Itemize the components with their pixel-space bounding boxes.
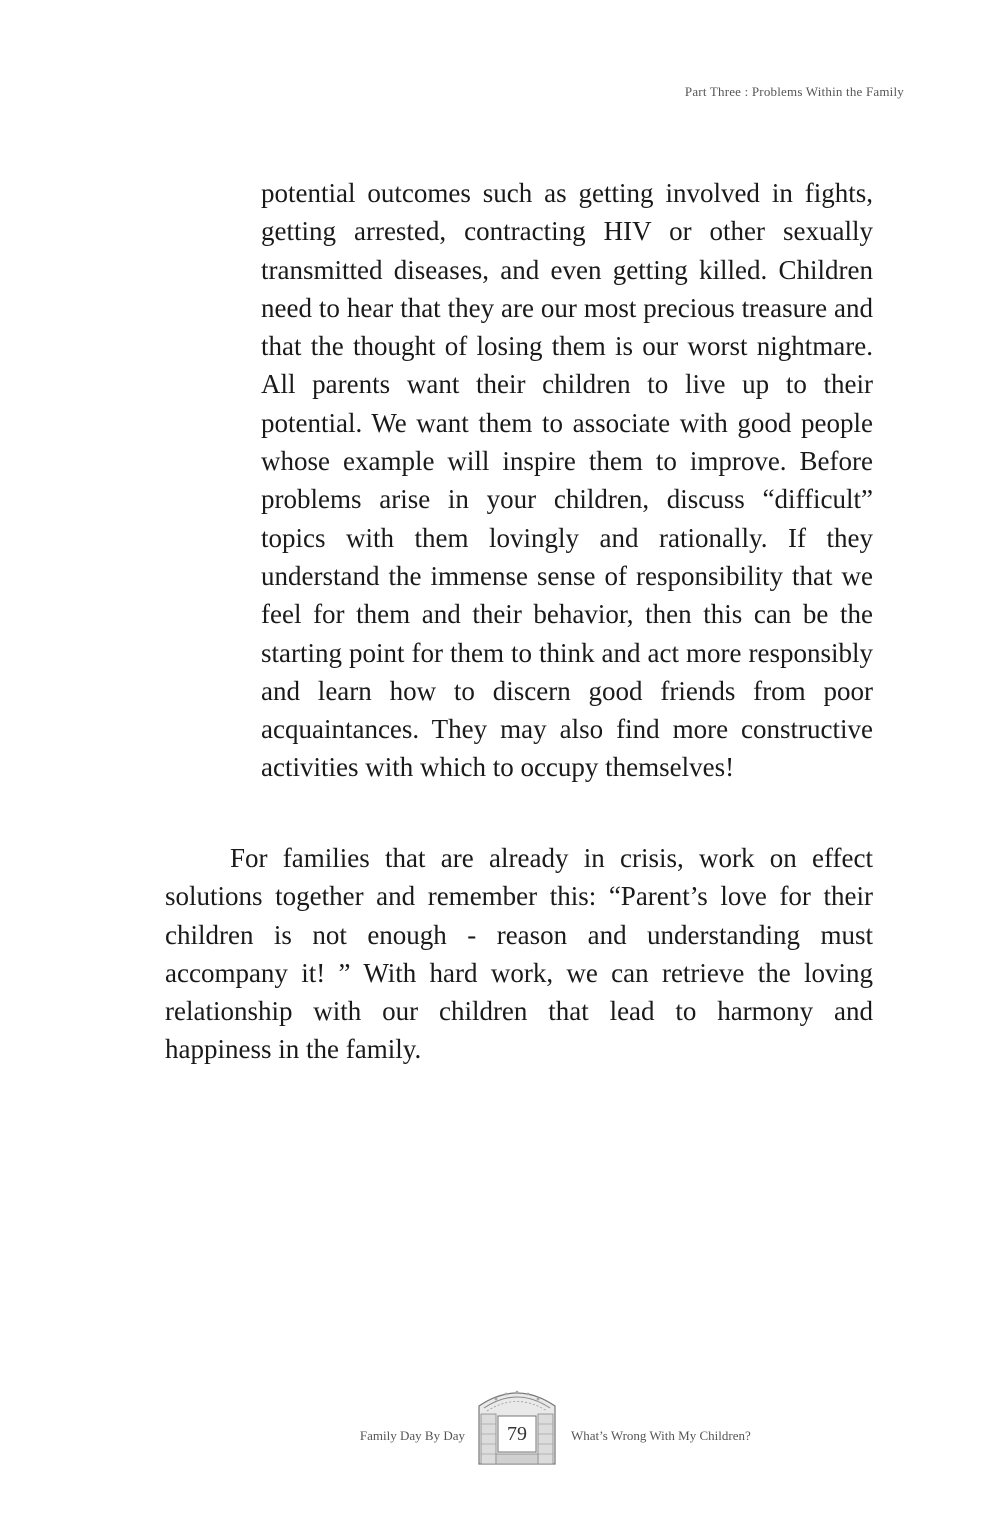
main-text-block xyxy=(165,839,873,1069)
running-head: Part Three : Problems Within the Family xyxy=(684,84,904,99)
footer-book-title: Family Day By Day xyxy=(359,1428,465,1443)
footer-chapter-title: What’s Wrong With My Children? xyxy=(571,1428,751,1443)
body-paragraph: For families that are already in crisis, work on effect solutions together and remember this: “Parent’s love for their children is not enough - reason and understanding must accompany it! ” With hard work, we can retrieve the loving relationship with our children that lead to harmony and happiness in the family. xyxy=(165,843,873,1065)
page-number: 79 xyxy=(507,1423,527,1445)
body-paragraph-continued: potential outcomes such as getting involved in fights, getting arrested, contracting HIV or other sexually transmitted diseases, and even getting killed. Children need to hear that they are our most precious treasure and that the thought of losing them is our worst nightmare. All parents want their children to live up to their potential. We want them to associate with good people whose example will inspire them to improve. Before problems arise in your children, discuss “difficult” topics with them lovingly and rationally. If they understand the immense sense of responsibility that we feel for them and their behavior, then this can be the starting point for them to think and act more responsibly and learn how to discern good friends from poor acquaintances. They may also find more constructive activities with which to occupy themselves! xyxy=(261,178,873,783)
page-footer xyxy=(0,1384,1000,1474)
indented-text-block xyxy=(261,174,873,787)
